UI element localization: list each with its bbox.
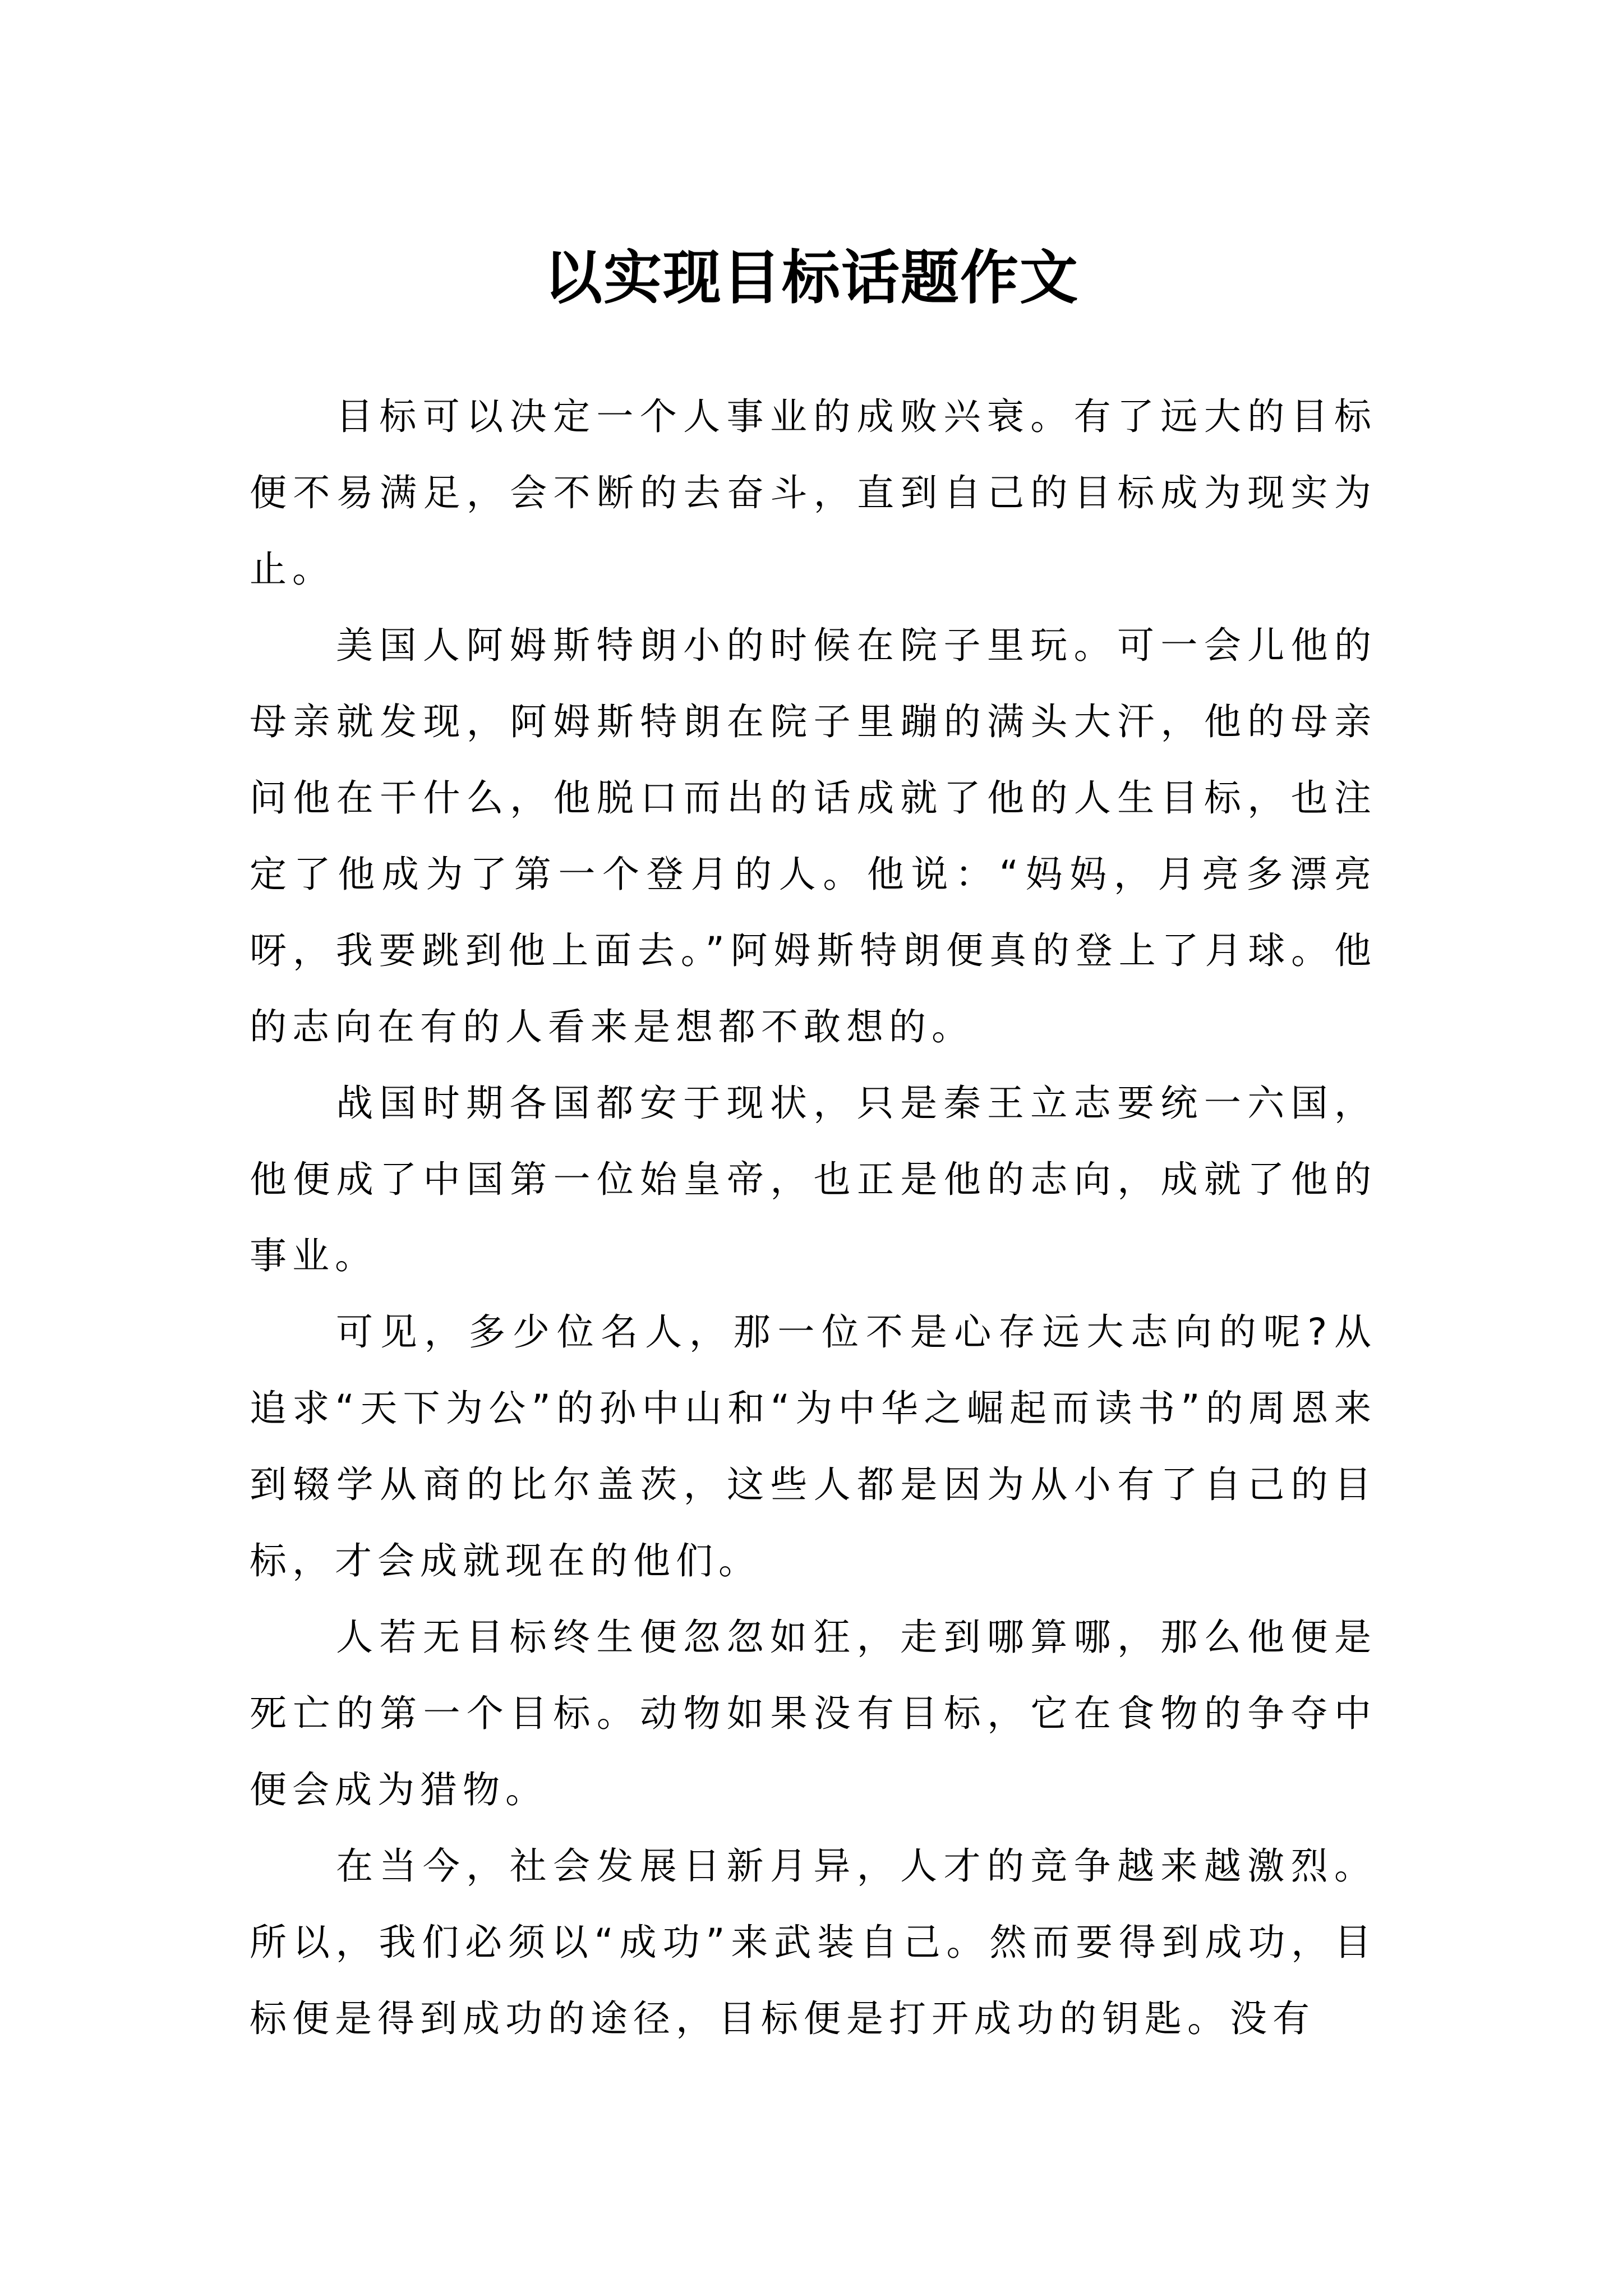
document-title: 以实现目标话题作文 xyxy=(543,242,1079,312)
paragraph: 在当今，社会发展日新月异，人才的竞争越来越激烈。所以，我们必须以“成功”来武装自己。然而要得到成功，目标便是得到成功的途径，目标便是打开成功的钥匙。没有 xyxy=(250,1844,1377,2040)
paragraph: 可见，多少位名人，那一位不是心存远大志向的呢?从追求“天下为公”的孙中山和“为中华之崛起而读书”的周恩来到辍学从商的比尔盖茨，这些人都是因为从小有了自己的目标，才会成就现在的他们。 xyxy=(250,1310,1377,1582)
paragraph: 美国人阿姆斯特朗小的时候在院子里玩。可一会儿他的母亲就发现，阿姆斯特朗在院子里蹦的满头大汗，他的母亲问他在干什么，他脱口而出的话成就了他的人生目标，也注定了他成为了第一个登月的人。他说：“妈妈，月亮多漂亮呀，我要跳到他上面去。”阿姆斯特朗便真的登上了月球。他的志向在有的人看来是想都不敢想的。 xyxy=(250,624,1377,1048)
paragraph: 人若无目标终生便忽忽如狂，走到哪算哪，那么他便是死亡的第一个目标。动物如果没有目标，它在食物的争夺中便会成为猎物。 xyxy=(250,1616,1377,1811)
document-body xyxy=(250,379,1377,2057)
paragraph: 目标可以决定一个人事业的成败兴衰。有了远大的目标便不易满足，会不断的去奋斗，直到自己的目标成为现实为止。 xyxy=(250,395,1377,591)
paragraph: 战国时期各国都安于现状，只是秦王立志要统一六国，他便成了中国第一位始皇帝，也正是他的志向，成就了他的事业。 xyxy=(250,1082,1377,1277)
